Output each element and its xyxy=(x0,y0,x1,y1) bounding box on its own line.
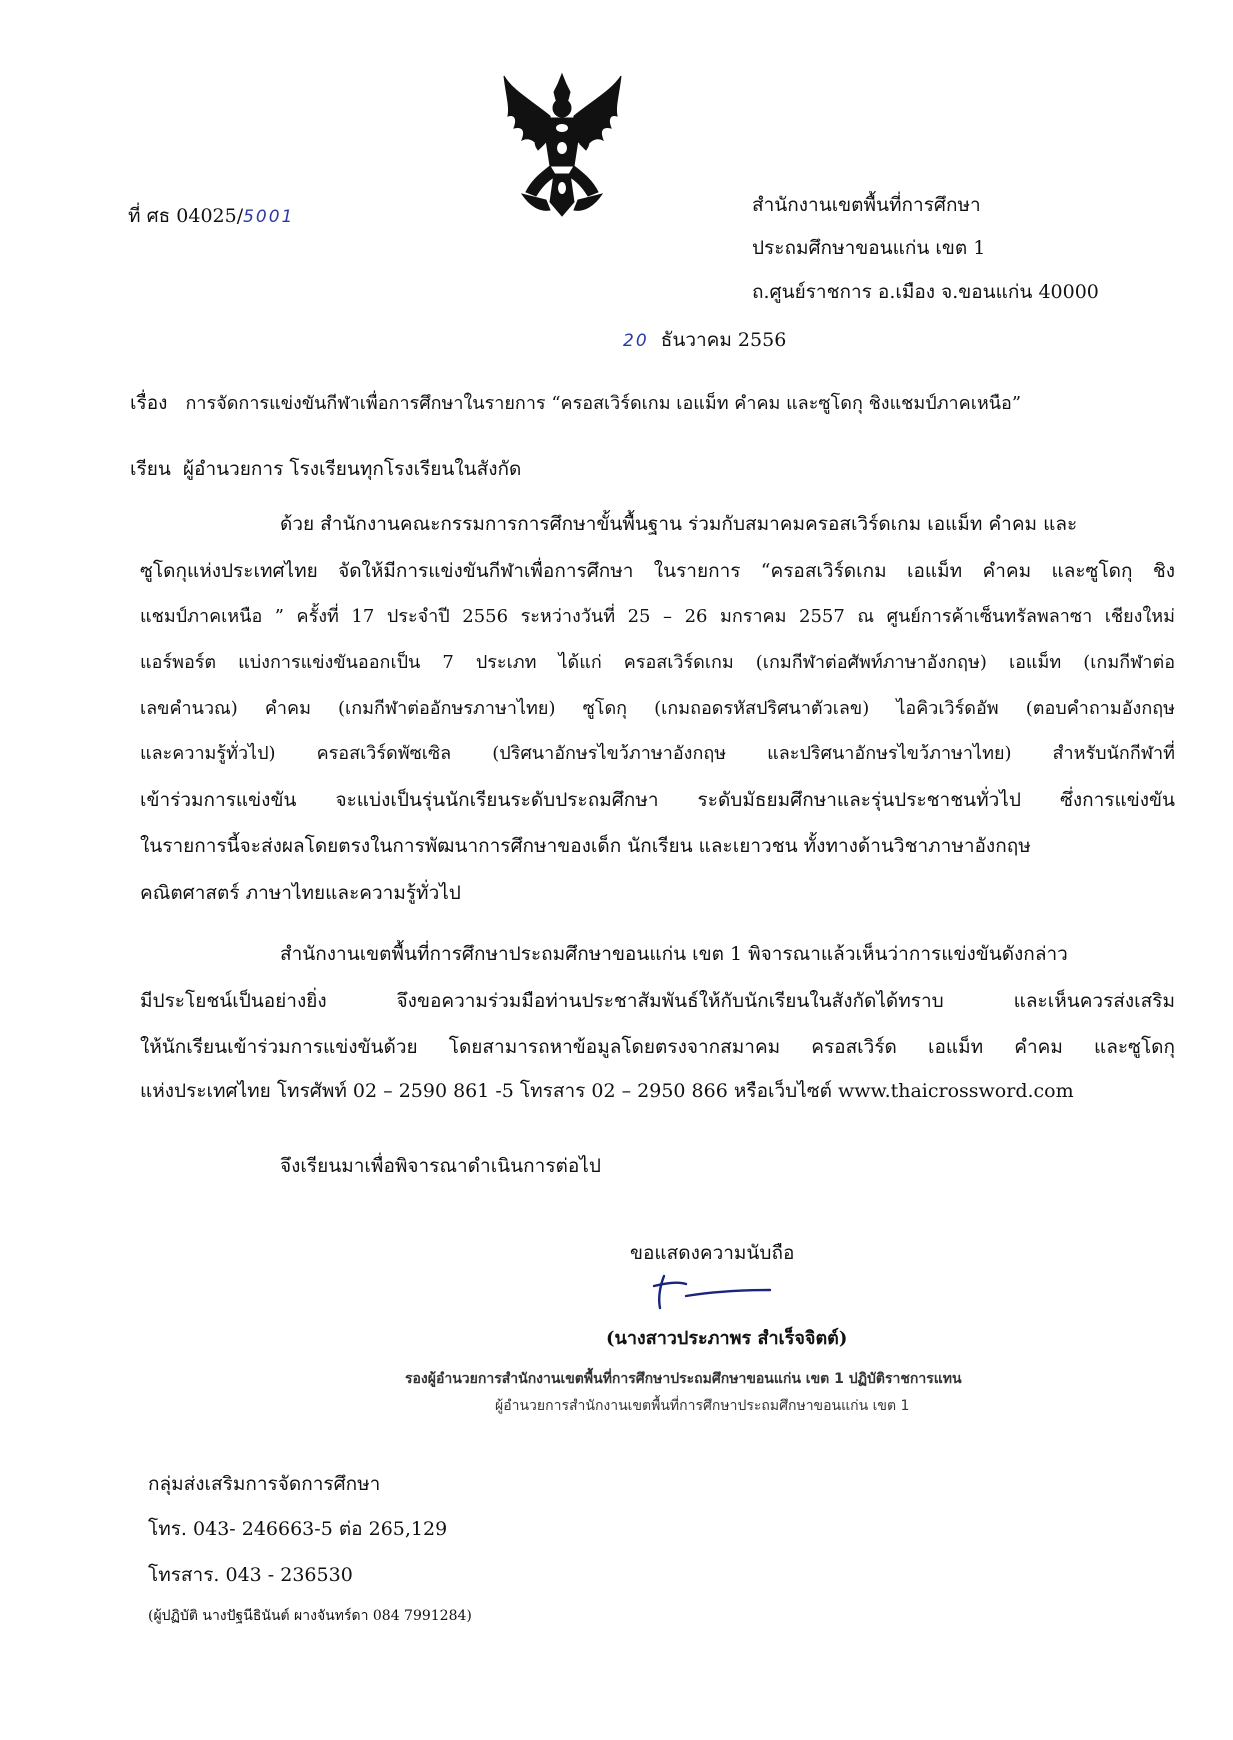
recipient-line xyxy=(130,458,521,481)
subject-text: การจัดการแข่งขันกีฬาเพื่อการศึกษาในรายการ “ครอสเวิร์ดเกม เอแม็ท คำคม และซูโดกุ ชิงแชมป์ภาคเหนือ” xyxy=(185,393,1022,414)
letter-date xyxy=(623,329,786,352)
office-address: ถ.ศูนย์ราชการ อ.เมือง จ.ขอนแก่น 40000 xyxy=(752,281,1099,303)
date-month-year: ธันวาคม 2556 xyxy=(660,329,787,351)
body-line: แชมป์ภาคเหนือ ” ครั้งที่ 17 ประจำปี 2556 ระหว่างวันที่ 25 – 26 มกราคม 2557 ณ ศูนย์การค้าเซ็นทรัลพลาซา เชียงใหม่ xyxy=(140,606,1175,627)
body-line: แห่งประเทศไทย โทรศัพท์ 02 – 2590 861 -5 โทรสาร 02 – 2950 866 หรือเว็บไซต์ www.thaicrossword.com xyxy=(140,1080,1074,1102)
subject-line xyxy=(130,392,1021,415)
department-phone: โทร. 043- 246663-5 ต่อ 265,129 xyxy=(148,1518,448,1540)
signatory-title-line2: ผู้อำนวยการสำนักงานเขตพื้นที่การศึกษาประถมศึกษาขอนแก่น เขต 1 xyxy=(495,1398,910,1414)
reference-number xyxy=(128,205,294,228)
complimentary-close: ขอแสดงความนับถือ xyxy=(630,1242,795,1264)
body-line: มีประโยชน์เป็นอย่างยิ่ง จึงขอความร่วมมือท่านประชาสัมพันธ์ให้กับนักเรียนในสังกัดได้ทราบ และเห็นควรส่งเสริม xyxy=(140,990,1175,1012)
body-line: ซูโดกุแห่งประเทศไทย จัดให้มีการแข่งขันกีฬาเพื่อการศึกษา ในรายการ “ครอสเวิร์ดเกม เอแม็ท คำคม และซูโดกุ ชิง xyxy=(140,560,1175,582)
subject-label: เรื่อง xyxy=(130,392,168,414)
recipient-label: เรียน xyxy=(130,458,171,480)
operator-contact: (ผู้ปฏิบัติ นางปัฐนีธินันต์ ผางจันทร์ดา 084 7991284) xyxy=(148,1608,472,1624)
body-line: เข้าร่วมการแข่งขัน จะแบ่งเป็นรุ่นนักเรียนระดับประถมศึกษา ระดับมัธยมศึกษาและรุ่นประชาชนทั่วไป ซึ่งการแข่งขัน xyxy=(140,789,1175,811)
signatory-title-stamp: รองผู้อำนวยการสำนักงานเขตพื้นที่การศึกษาประถมศึกษาขอนแก่น เขต 1 ปฏิบัติราชการแทน xyxy=(405,1371,962,1387)
date-day-handwritten: 20 xyxy=(623,331,649,351)
body-line: เลขคำนวณ) คำคม (เกมกีฬาต่ออักษรภาษาไทย) ซูโดกุ (เกมถอดรหัสปริศนาตัวเลข) ไอคิวเวิร์ดอัพ (ตอบคำถามอังกฤษ xyxy=(140,698,1175,719)
office-name-line2: ประถมศึกษาขอนแก่น เขต 1 xyxy=(752,237,986,259)
body-line: ด้วย สำนักงานคณะกรรมการการศึกษาขั้นพื้นฐาน ร่วมกับสมาคมครอสเวิร์ดเกม เอแม็ท คำคม และ xyxy=(280,513,1078,535)
department-fax: โทรสาร. 043 - 236530 xyxy=(148,1564,353,1586)
recipient-text: ผู้อำนวยการ โรงเรียนทุกโรงเรียนในสังกัด xyxy=(182,458,522,480)
body-line: ในรายการนี้จะส่งผลโดยตรงในการพัฒนาการศึกษาของเด็ก นักเรียน และเยาวชน ทั้งทางด้านวิชาภาษาอังกฤษ xyxy=(140,835,1031,857)
closing-request: จึงเรียนมาเพื่อพิจารณาดำเนินการต่อไป xyxy=(280,1155,601,1177)
body-line: ให้นักเรียนเข้าร่วมการแข่งขันด้วย โดยสามารถหาข้อมูลโดยตรงจากสมาคม ครอสเวิร์ด เอแม็ท คำคม และซูโดกุ xyxy=(140,1036,1175,1058)
signatory-name: (นางสาวประภาพร สำเร็จจิตต์) xyxy=(606,1328,848,1349)
handwritten-signature xyxy=(630,1272,780,1322)
body-line: คณิตศาสตร์ ภาษาไทยและความรู้ทั่วไป xyxy=(140,882,461,904)
body-line: แอร์พอร์ต แบ่งการแข่งขันออกเป็น 7 ประเภท ได้แก่ ครอสเวิร์ดเกม (เกมกีฬาต่อศัพท์ภาษาอังกฤษ) เอแม็ท (เกมกีฬาต่อ xyxy=(140,652,1175,673)
body-line: สำนักงานเขตพื้นที่การศึกษาประถมศึกษาขอนแก่น เขต 1 พิจารณาแล้วเห็นว่าการแข่งขันดังกล่าว xyxy=(280,943,1068,965)
reference-handwritten-number: 5001 xyxy=(243,207,295,227)
department-unit: กลุ่มส่งเสริมการจัดการศึกษา xyxy=(148,1473,381,1495)
reference-prefix: ที่ ศธ 04025/ xyxy=(128,205,244,227)
garuda-emblem-icon xyxy=(500,70,625,220)
body-line: และความรู้ทั่วไป) ครอสเวิร์ดพัซเซิล (ปริศนาอักษรไขว้ภาษาอังกฤษ และปริศนาอักษรไขว้ภาษาไทย) สำหรับนักกีฬาที่ xyxy=(140,743,1175,764)
office-name-line1: สำนักงานเขตพื้นที่การศึกษา xyxy=(752,194,981,216)
